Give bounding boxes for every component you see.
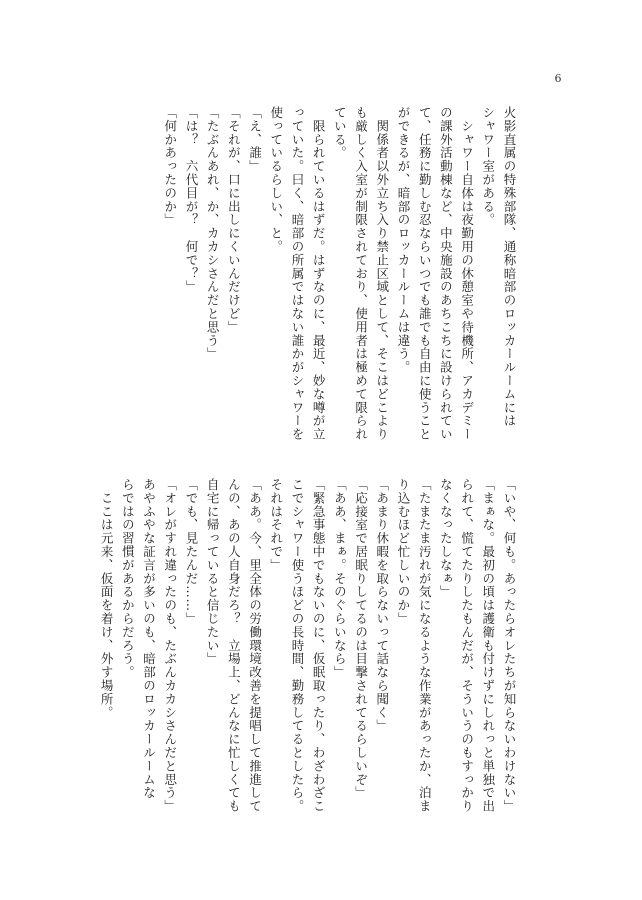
text-line: ている。 — [332, 106, 348, 160]
dialogue-line: 「ああ。今、里全体の労働環境改善を提唱して推進して — [247, 478, 263, 813]
text-line: られて、慌てたりしたもんだが、そういうのもすっかり — [459, 478, 475, 813]
text-line: て、任務に勤しむ忍ならいつでも誰でも自由に使うこと — [417, 106, 433, 441]
text-line: シャワー室がある。 — [480, 106, 496, 227]
page-number: 6 — [554, 72, 562, 85]
dialogue-line: 「あまり休暇を取らないって話なら聞く」 — [374, 478, 390, 733]
dialogue-line: 「緊急事態中でもないのに、仮眠取ったり、わざわざこ — [311, 478, 327, 813]
upper-text-block — [160, 106, 520, 458]
text-line: あやふやな証言が多いのも、暗部のロッカールームな — [141, 478, 157, 800]
dialogue-line: 「それが、口に出しにくいんだけど」 — [226, 106, 242, 334]
text-line: それはそれで」 — [268, 478, 284, 572]
text-line: 使っているらしい、と。 — [268, 106, 284, 254]
text-line: り込むほど忙しいのか」 — [395, 478, 411, 626]
dialogue-line: 「たぶんあれ、か、カカシさんだと思う」 — [205, 106, 221, 361]
text-line: の課外活動棟など、中央施設のあちこちに設けられてい — [438, 106, 454, 441]
text-line: なくなったしなぁ」 — [438, 478, 454, 599]
text-line: こでシャワー使うほどの長時間、勤務してるとしたら。 — [289, 478, 305, 813]
dialogue-line: 「応接室で居眠りしてるのは目撃されてるらしいぞ」 — [353, 478, 369, 800]
text-line: 関係者以外立ち入り禁止区域として、そこはどこより — [374, 106, 390, 441]
text-line: 火影直属の特殊部隊、通称暗部のロッカールームには — [502, 106, 517, 428]
lower-text-block — [99, 478, 520, 830]
text-line: シャワー自体は夜勤用の休憩室や待機所、アカデミー — [459, 106, 475, 441]
dialogue-line: 「オレがすれ違ったのも、たぶんカカシさんだと思う」 — [162, 478, 178, 813]
dialogue-line: 「え、誰」 — [247, 106, 263, 173]
dialogue-line: 「何かあったのか」 — [162, 106, 178, 227]
dialogue-line: 「まぁな。最初の頃は護衛も付けずにしれっと単独で出 — [480, 478, 496, 813]
text-line: らではの習慣があるからだろう。 — [120, 478, 136, 679]
text-line: っていた。曰く、暗部の所属ではない誰かがシャワーを — [289, 106, 305, 441]
text-line: も厳しく入室が制限されており、使用者は極めて限られ — [353, 106, 369, 441]
text-line: ここは元来、仮面を着け、外す場所。 — [99, 478, 115, 720]
text-line: 自宅に帰っていると信じたい」 — [205, 478, 221, 666]
text-line: 限られているはずだ。はずなのに、最近、妙な噂が立 — [311, 106, 327, 441]
dialogue-line: 「ああ、まぁ。そのぐらいなら」 — [332, 478, 348, 679]
text-line: ができるが、暗部のロッカールームは違う。 — [395, 106, 411, 374]
dialogue-line: 「たまたま汚れが気になるような作業があったか、泊ま — [417, 478, 433, 813]
dialogue-line: 「いや、何も。あったらオレたちが知らないわけない」 — [502, 478, 517, 813]
text-line: んの、あの人自身だろ？ 立場上、どんなに忙しくても — [226, 478, 242, 813]
dialogue-line: 「でも、見たんだ……」 — [183, 478, 199, 626]
dialogue-line: 「は？ 六代目が？ 何で？」 — [183, 106, 199, 294]
